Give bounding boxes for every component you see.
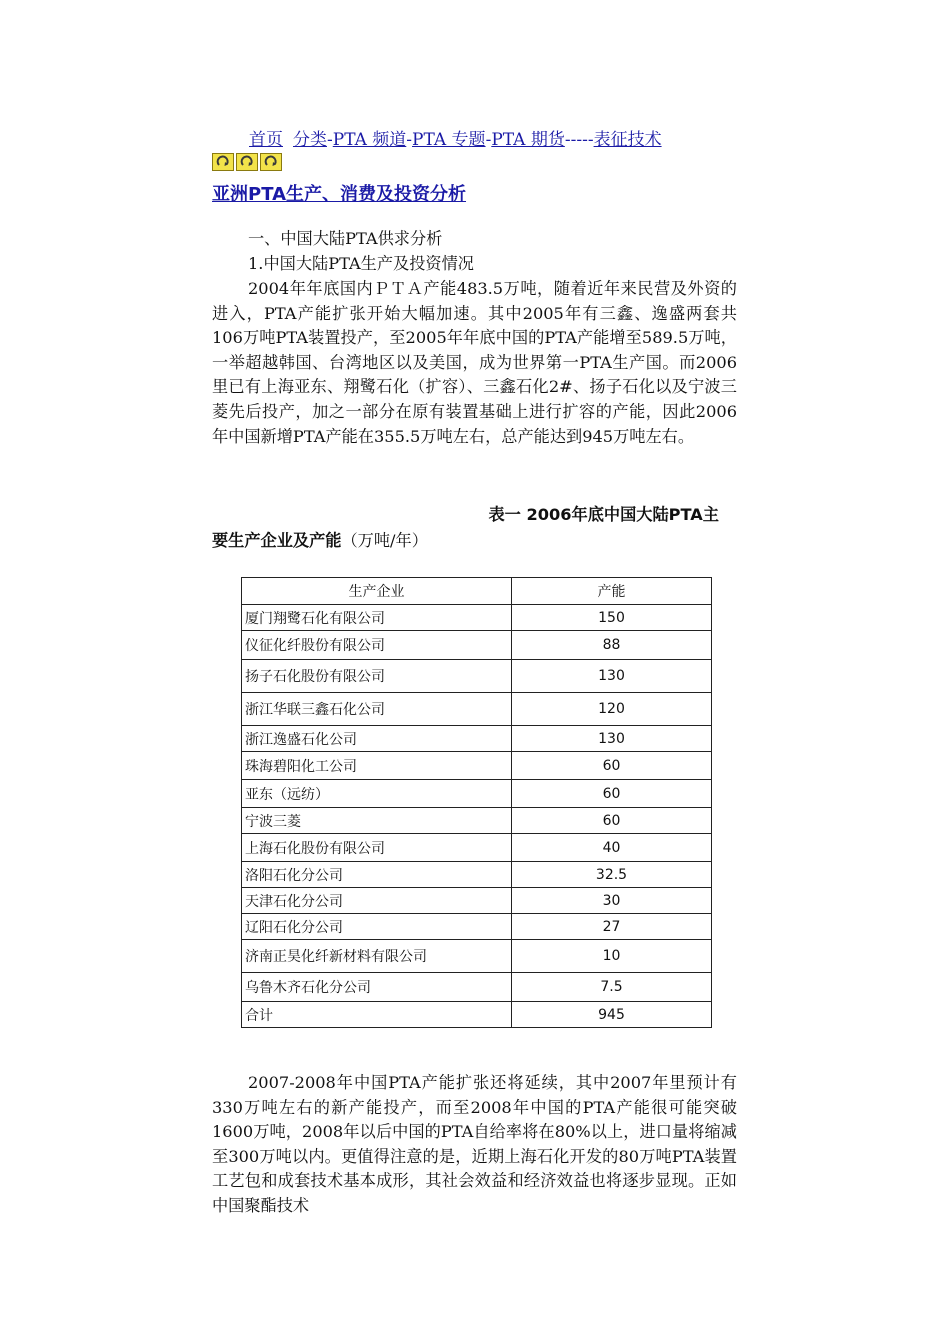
capacity-cell: 130 <box>512 660 712 693</box>
capacity-cell: 150 <box>512 605 712 631</box>
company-cell: 上海石化股份有限公司 <box>242 834 512 862</box>
capacity-cell: 32.5 <box>512 862 712 888</box>
table-row <box>242 888 712 914</box>
table-row <box>242 862 712 888</box>
breadcrumb-separator: - <box>485 130 492 150</box>
header-company: 生产企业 <box>242 578 512 605</box>
header-capacity: 产能 <box>512 578 712 605</box>
company-cell: 厦门翔鹭石化有限公司 <box>242 605 512 631</box>
company-cell: 辽阳石化分公司 <box>242 914 512 940</box>
company-cell: 合计 <box>242 1002 512 1028</box>
company-cell: 浙江华联三鑫石化公司 <box>242 693 512 726</box>
breadcrumb <box>249 128 662 152</box>
capacity-cell: 10 <box>512 940 712 973</box>
capacity-cell: 60 <box>512 752 712 780</box>
capacity-cell: 40 <box>512 834 712 862</box>
table-row <box>242 660 712 693</box>
breadcrumb-category-link[interactable]: 分类 <box>293 130 327 150</box>
rotate-icon[interactable] <box>236 153 258 171</box>
company-cell: 天津石化分公司 <box>242 888 512 914</box>
table-row <box>242 973 712 1002</box>
company-cell: 珠海碧阳化工公司 <box>242 752 512 780</box>
breadcrumb-topic-link[interactable]: PTA 专题 <box>412 130 486 150</box>
table-row <box>242 914 712 940</box>
caption-line-2: 要生产企业及产能 <box>212 531 342 550</box>
company-cell: 亚东（远纺） <box>242 780 512 808</box>
caption-line-1: 表一 2006年底中国大陆PTA主 <box>488 505 719 524</box>
subsection-heading: 1.中国大陆PTA生产及投资情况 <box>248 254 474 273</box>
company-cell: 济南正昊化纤新材料有限公司 <box>242 940 512 973</box>
capacity-cell: 60 <box>512 808 712 834</box>
table-row <box>242 780 712 808</box>
company-cell: 洛阳石化分公司 <box>242 862 512 888</box>
rotate-icon[interactable] <box>212 153 234 171</box>
company-cell: 扬子石化股份有限公司 <box>242 660 512 693</box>
table-row <box>242 752 712 780</box>
breadcrumb-channel-link[interactable]: PTA 频道 <box>332 130 407 150</box>
caption-unit: （万吨/年） <box>341 531 428 550</box>
table-header-row <box>242 578 712 605</box>
breadcrumb-dashes: ----- <box>564 130 594 150</box>
breadcrumb-home-link[interactable]: 首页 <box>249 130 283 150</box>
capacity-cell: 7.5 <box>512 973 712 1002</box>
table-caption <box>212 502 737 554</box>
section-heading: 一、中国大陆PTA供求分析 <box>248 229 443 248</box>
breadcrumb-futures-link[interactable]: PTA 期货 <box>491 130 565 150</box>
company-cell: 浙江逸盛石化公司 <box>242 726 512 752</box>
icon-toolbar <box>212 153 282 171</box>
company-cell: 宁波三菱 <box>242 808 512 834</box>
company-cell: 乌鲁木齐石化分公司 <box>242 973 512 1002</box>
table-row <box>242 726 712 752</box>
rotate-icon[interactable] <box>260 153 282 171</box>
capacity-cell: 945 <box>512 1002 712 1028</box>
capacity-cell: 120 <box>512 693 712 726</box>
table-row <box>242 605 712 631</box>
table-row <box>242 1002 712 1028</box>
breadcrumb-separator: - <box>327 130 333 150</box>
table-row <box>242 834 712 862</box>
capacity-cell: 27 <box>512 914 712 940</box>
paragraph-1: 2004年年底国内ＰＴＡ产能483.5万吨，随着近年来民营及外资的进入，PTA产能扩张开始大幅加速。其中2005年有三鑫、逸盛两套共106万吨PTA装置投产，至2005年年底中国的PTA产能增至589.5万吨，一举超越韩国、台湾地区以及美国，成为世界第一PTA生产国。而2006里已有上海亚东、翔鹭石化（扩容）、三鑫石化2#、扬子石化以及宁波三菱先后投产，加之一部分在原有装置基础上进行扩容的产能，因此2006年中国新增PTA产能在355.5万吨左右，总产能达到945万吨左右。 <box>212 279 737 446</box>
breadcrumb-separator: - <box>406 130 413 150</box>
page-title[interactable]: 亚洲PTA生产、消费及投资分析 <box>212 184 467 205</box>
table-row <box>242 808 712 834</box>
capacity-cell: 88 <box>512 631 712 660</box>
capacity-cell: 60 <box>512 780 712 808</box>
table-row <box>242 940 712 973</box>
capacity-cell: 30 <box>512 888 712 914</box>
breadcrumb-current-link[interactable]: 表征技术 <box>593 130 662 150</box>
capacity-cell: 130 <box>512 726 712 752</box>
capacity-table <box>241 577 712 1028</box>
paragraph-2: 2007-2008年中国PTA产能扩张还将延续，其中2007年里预计有330万吨左右的新产能投产，而至2008年中国的PTA产能很可能突破1600万吨，2008年以后中国的PTA自给率将在80%以上，进口量将缩减至300万吨以内。更值得注意的是，近期上海石化开发的80万吨PTA装置工艺包和成套技术基本成形，其社会效益和经济效益也将逐步显现。正如中国聚酯技术 <box>212 1073 737 1215</box>
table-row <box>242 631 712 660</box>
company-cell: 仪征化纤股份有限公司 <box>242 631 512 660</box>
table-row <box>242 693 712 726</box>
